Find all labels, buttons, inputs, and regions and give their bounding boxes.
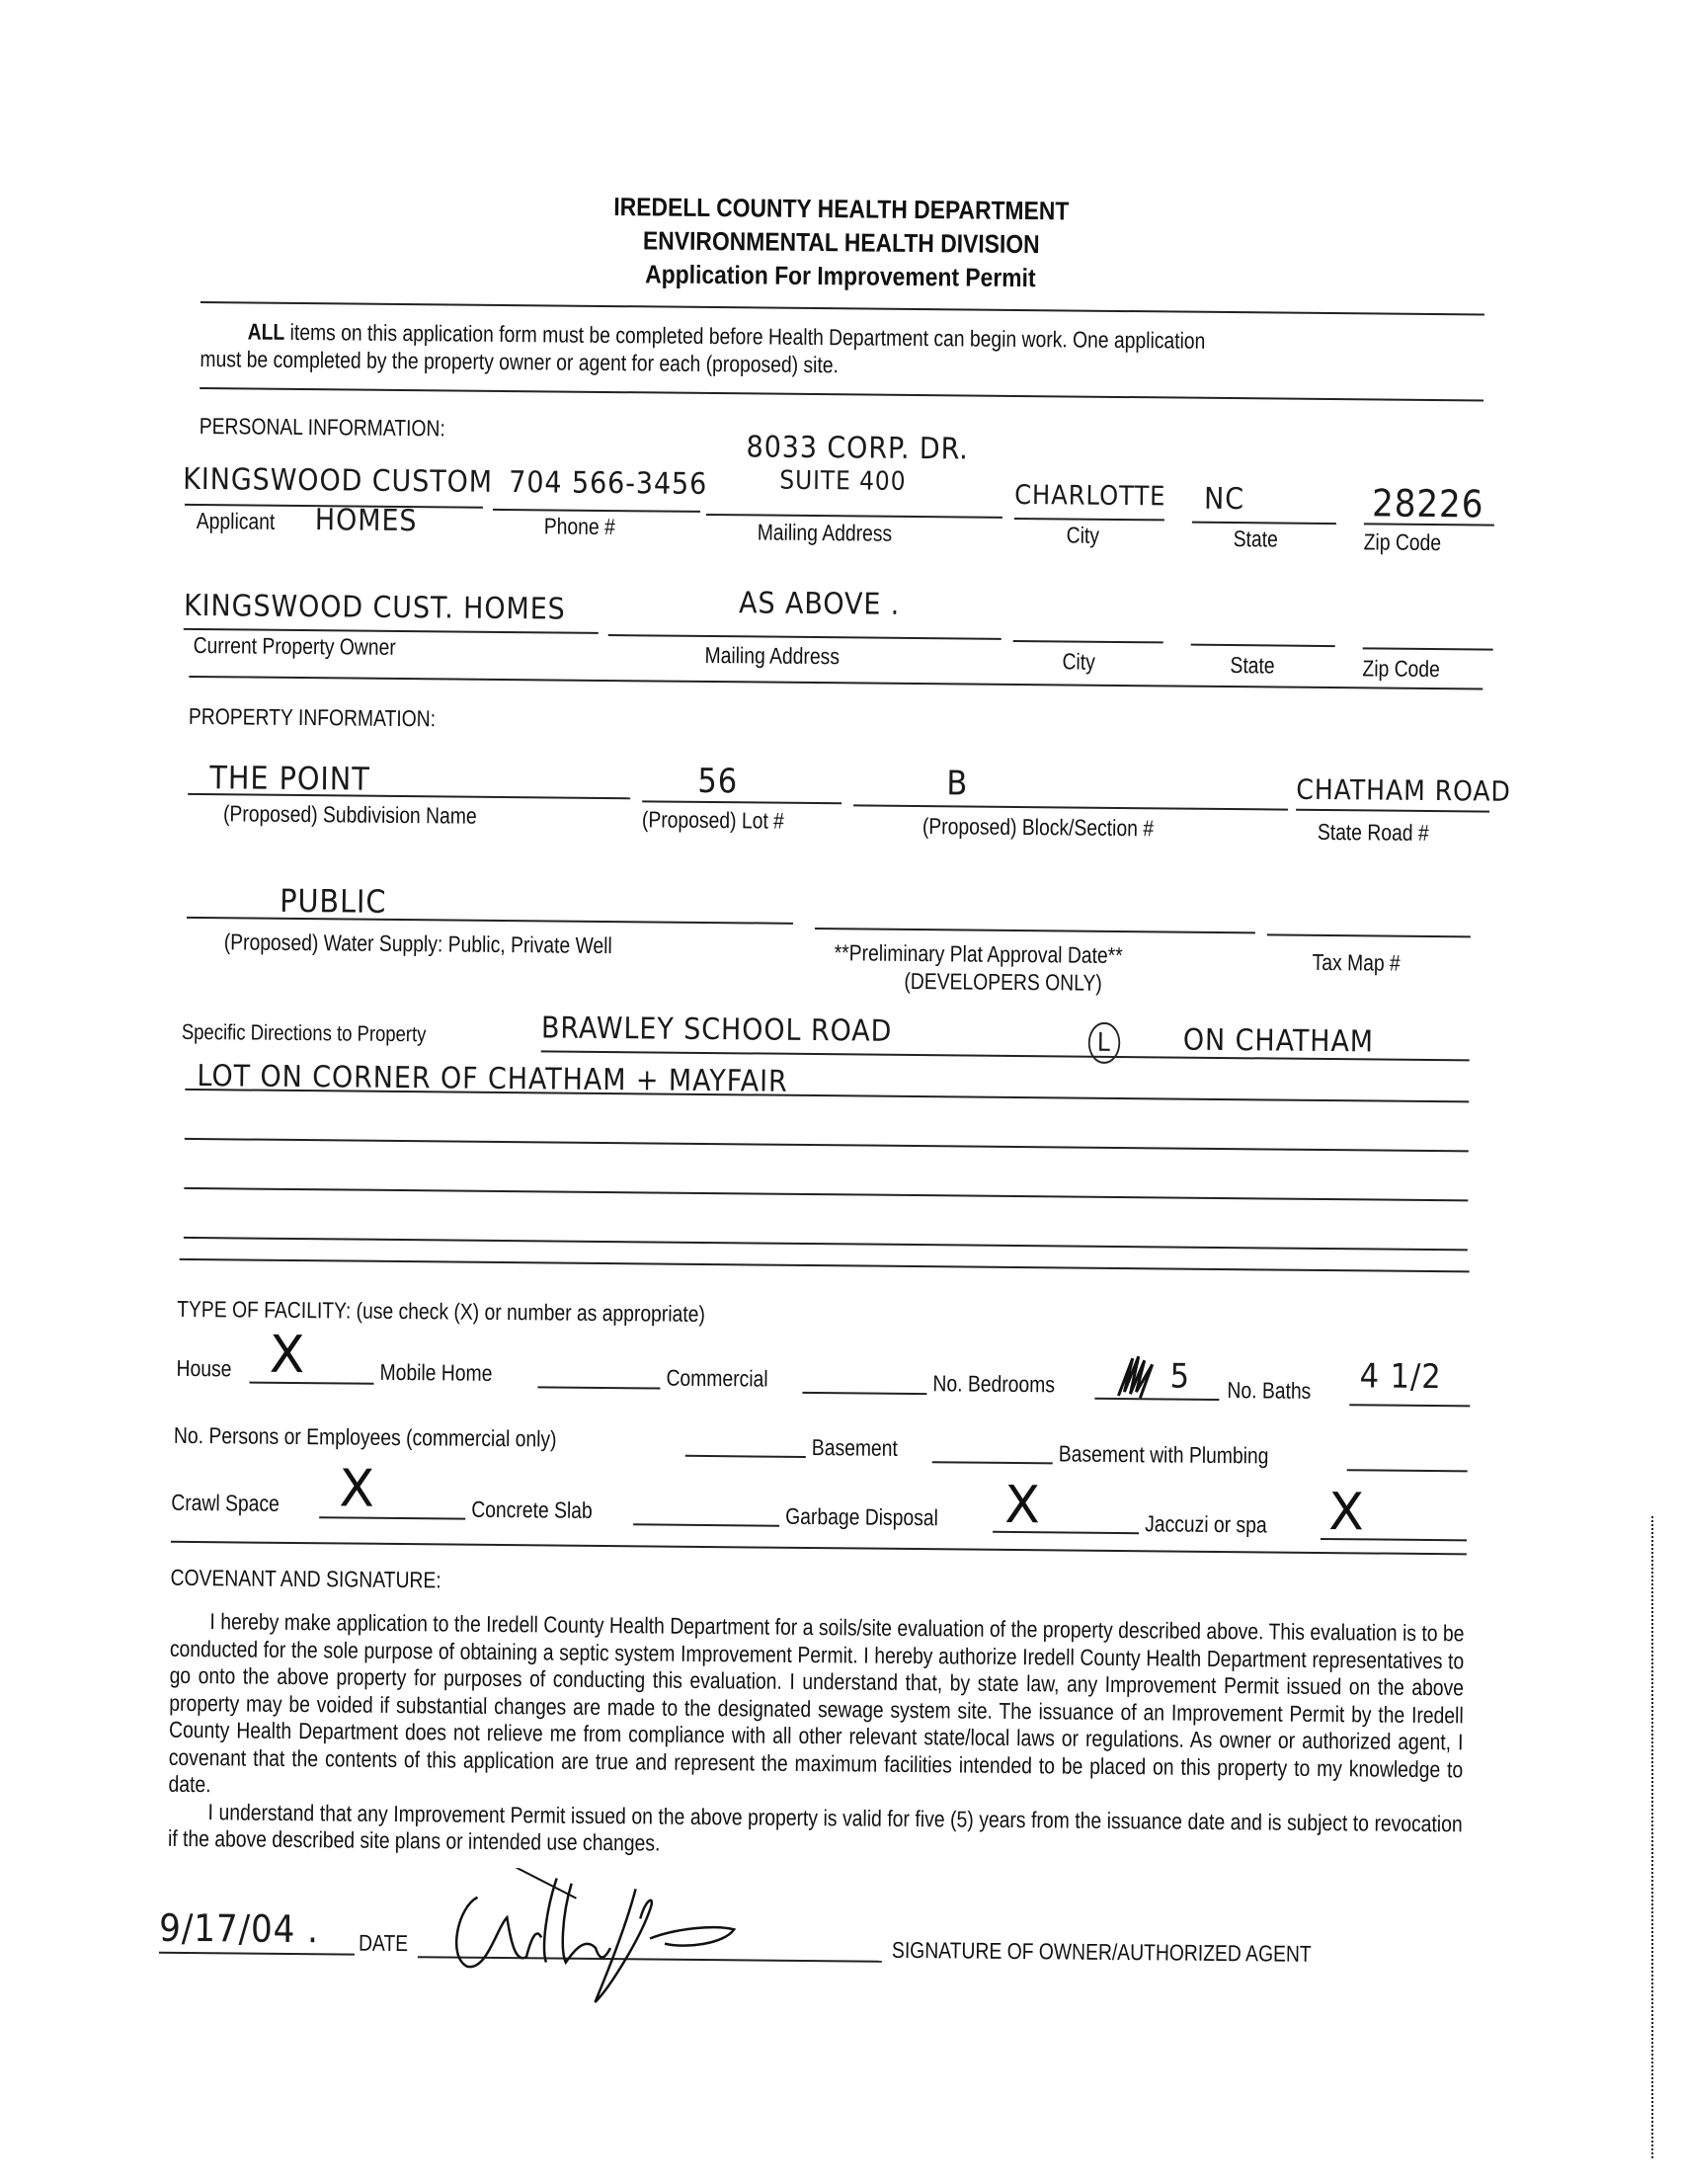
directions-line-2: [185, 1089, 1469, 1102]
jaccuzi-check-mark: X: [1327, 1483, 1365, 1543]
directions-value-2[interactable]: LOT ON CORNER OF CHATHAM + MAYFAIR: [197, 1059, 788, 1099]
applicant-name-value-2[interactable]: HOMES: [314, 503, 418, 539]
directions-line-5[interactable]: [184, 1237, 1468, 1251]
directions-label: Specific Directions to Property: [181, 1018, 427, 1047]
covenant-heading: COVENANT AND SIGNATURE:: [170, 1564, 441, 1593]
tax-map-line[interactable]: [1267, 933, 1471, 937]
intro-line-2: must be completed by the property owner or agent for each (proposed) site.: [200, 346, 840, 378]
owner-state-label: State: [1230, 652, 1275, 679]
directions-value-1b[interactable]: ON CHATHAM: [1182, 1022, 1375, 1060]
mailing-address-label: Mailing Address: [757, 519, 893, 546]
facility-heading: TYPE OF FACILITY: (use check (X) or number as appropriate): [177, 1295, 706, 1327]
bedrooms-value[interactable]: 5: [1169, 1356, 1191, 1397]
date-label: DATE: [358, 1929, 409, 1957]
signature-label: SIGNATURE OF OWNER/AUTHORIZED AGENT: [891, 1936, 1312, 1967]
state-road-label: State Road #: [1317, 818, 1429, 846]
state-label: State: [1233, 526, 1278, 552]
state-road-value[interactable]: CHATHAM ROAD: [1296, 772, 1511, 808]
owner-address-value[interactable]: AS ABOVE .: [738, 586, 901, 622]
city-line: [1014, 518, 1164, 521]
form-title: Application For Improvement Permit: [645, 259, 1037, 293]
applicant-label: Applicant: [196, 508, 276, 534]
directions-value-1a[interactable]: BRAWLEY SCHOOL ROAD: [540, 1011, 893, 1049]
persons-label: No. Persons or Employees (commercial only): [173, 1421, 557, 1452]
plat-date-label: **Preliminary Plat Approval Date**: [834, 939, 1123, 969]
facility-divider: [171, 1541, 1467, 1556]
tax-map-label: Tax Map #: [1312, 948, 1401, 976]
owner-zip-line[interactable]: [1363, 647, 1493, 650]
owner-city-line[interactable]: [1013, 640, 1163, 643]
division-title: ENVIRONMENTAL HEALTH DIVISION: [642, 225, 1040, 260]
phone-label: Phone #: [543, 513, 615, 540]
baths-line: [1349, 1404, 1470, 1407]
zip-label: Zip Code: [1363, 528, 1442, 556]
date-line: [159, 1952, 355, 1956]
date-value[interactable]: 9/17/04 .: [158, 1905, 320, 1952]
mobile-home-label: Mobile Home: [379, 1358, 493, 1386]
phone-line: [493, 509, 700, 513]
covenant-paragraph-2: I understand that any Improvement Permit issued on the above property is valid for five (5) years from the issuance date and is subject to revocation if the above described site plans or intended use changes.: [167, 1798, 1463, 1856]
water-supply-label: (Proposed) Water Supply: Public, Private Well: [223, 929, 612, 959]
basement-plumbing-label: Basement with Plumbing: [1058, 1440, 1269, 1469]
scan-edge-line: [1651, 1516, 1653, 2158]
concrete-slab-line[interactable]: [633, 1523, 779, 1526]
owner-state-line[interactable]: [1191, 644, 1335, 647]
subdivision-value[interactable]: THE POINT: [209, 759, 370, 798]
directions-line-3[interactable]: [185, 1138, 1469, 1152]
lot-line: [642, 800, 842, 804]
persons-line[interactable]: [685, 1455, 806, 1458]
lot-label: (Proposed) Lot #: [641, 806, 785, 834]
owner-address-line: [608, 634, 1002, 640]
jaccuzi-label: Jaccuzi or spa: [1145, 1510, 1267, 1538]
state-line: [1192, 522, 1336, 525]
water-supply-value[interactable]: PUBLIC: [279, 881, 387, 921]
owner-city-label: City: [1062, 648, 1095, 675]
property-info-heading: PROPERTY INFORMATION:: [188, 702, 437, 732]
owner-label: Current Property Owner: [193, 631, 396, 660]
water-supply-line: [187, 917, 793, 925]
city-value[interactable]: CHARLOTTE: [1013, 479, 1166, 513]
block-value[interactable]: B: [946, 764, 969, 804]
garbage-disposal-label: Garbage Disposal: [785, 1502, 938, 1531]
department-title: IREDELL COUNTY HEALTH DEPARTMENT: [613, 192, 1070, 226]
house-label: House: [176, 1354, 232, 1382]
personal-info-heading: PERSONAL INFORMATION:: [199, 413, 445, 442]
covenant-paragraph-1: I hereby make application to the Iredell County Health Department for a soils/site evaluation of the property described above. This evaluation is to be conducted for the sole purpose of obtaining a septic system Improvement Permit. I hereby authorize Iredell County Health Department representatives to go onto the above property for purposes of conducting this evaluation. I understand that, by state law, any Improvement Permit issued on the above property may be voided if substantial changes are made to the designated sewage system site. The issuance of an Improvement Permit by the Iredell County Health Department does not relieve me from compliance with all other relevant state/local laws or regulations. As owner or authorized agent, I covenant that the contents of this application are true and represent the maximum facilities intended to be placed on this property to my knowledge to date.: [168, 1608, 1465, 1798]
intro-divider: [200, 387, 1483, 401]
personal-divider: [189, 676, 1483, 690]
block-line: [853, 804, 1288, 810]
mailing-address-value-2[interactable]: SUITE 400: [779, 465, 907, 497]
top-divider: [200, 301, 1484, 315]
basement-plumbing-line[interactable]: [1347, 1469, 1468, 1472]
plat-date-line[interactable]: [815, 928, 1255, 933]
crawl-space-check-mark: X: [339, 1459, 375, 1519]
baths-value[interactable]: 4 1/2: [1359, 1356, 1442, 1398]
owner-zip-label: Zip Code: [1362, 655, 1440, 683]
zip-value[interactable]: 28226: [1371, 481, 1484, 526]
covenant-paragraph: [168, 1608, 1464, 1865]
commercial-line[interactable]: [802, 1392, 926, 1395]
plat-date-sublabel: (DEVELOPERS ONLY): [904, 967, 1102, 996]
state-value[interactable]: NC: [1203, 481, 1245, 518]
block-label: (Proposed) Block/Section #: [922, 813, 1155, 842]
garbage-disposal-check-mark: X: [1004, 1475, 1041, 1536]
mobile-home-line[interactable]: [537, 1386, 660, 1389]
baths-label: No. Baths: [1227, 1377, 1312, 1404]
lot-value[interactable]: 56: [697, 761, 739, 802]
basement-line[interactable]: [932, 1461, 1053, 1464]
directions-divider: [180, 1258, 1470, 1273]
city-label: City: [1066, 522, 1100, 548]
signature-image: [437, 1867, 833, 2009]
house-line[interactable]: [249, 1382, 373, 1385]
mailing-address-value-1[interactable]: 8033 CORP. DR.: [746, 430, 969, 467]
concrete-slab-label: Concrete Slab: [471, 1496, 593, 1523]
applicant-name-value[interactable]: KINGSWOOD CUSTOM: [183, 461, 494, 500]
zip-line: [1364, 523, 1494, 526]
directions-line-4[interactable]: [184, 1187, 1468, 1201]
house-check-mark: X: [269, 1325, 305, 1386]
subdivision-label: (Proposed) Subdivision Name: [222, 800, 477, 829]
basement-label: Basement: [811, 1434, 898, 1461]
directions-circled-l: L: [1088, 1022, 1120, 1064]
bedrooms-scribble-icon: [1114, 1352, 1158, 1402]
owner-name-value[interactable]: KINGSWOOD CUST. HOMES: [183, 588, 566, 627]
mailing-address-line: [706, 514, 1002, 519]
state-road-line: [1296, 809, 1489, 813]
crawl-space-label: Crawl Space: [171, 1489, 280, 1516]
phone-value[interactable]: 704 566-3456: [509, 465, 708, 502]
owner-mailing-label: Mailing Address: [704, 641, 841, 670]
bedrooms-label: No. Bedrooms: [932, 1370, 1056, 1398]
commercial-label: Commercial: [666, 1364, 768, 1392]
intro-line-1: ALL items on this application form must be completed before Health Department can begin work. One application: [247, 318, 1206, 354]
